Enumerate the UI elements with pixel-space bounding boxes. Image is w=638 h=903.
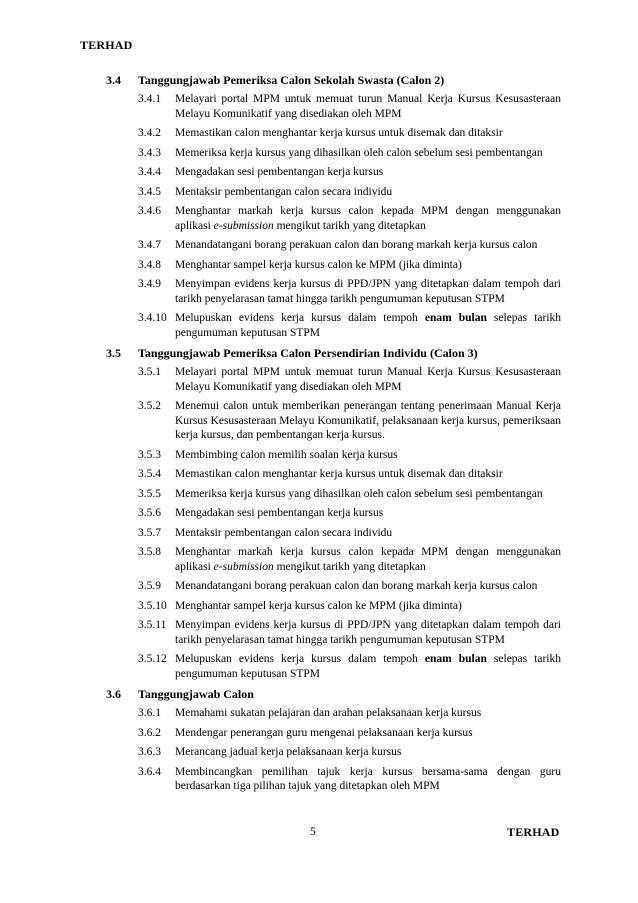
item-number: 3.4.1 [138,93,161,105]
page-number: 5 [310,826,316,838]
item-text: Merancang jadual kerja pelaksanaan kerja kursus [175,746,402,758]
item-text: Menghantar sampel kerja kursus calon ke MPM (jika diminta) [175,599,462,612]
item-number: 3.5.4 [138,468,161,480]
item-text: Menghantar sampel kerja kursus calon ke MPM (jika diminta) [175,258,462,271]
list-item [0,487,638,502]
list-item [0,92,638,121]
list-item [0,365,638,394]
item-text: Menemui calon untuk memberikan penerangan tentang penerimaan Manual Kerja Kursus Kesusasteraan Melayu Komunikatif, pelaksanaan kerja kursus, pemeriksaan kerja kursus, dan pembentangan kerja kursus. [175,400,561,441]
item-number: 3.4.6 [138,205,161,217]
section-heading [0,686,638,702]
item-text-part: selepas tarikh pengumuman keputusan STPM [175,653,561,680]
item-text: Memeriksa kerja kursus yang dihasilkan oleh calon sebelum sesi pembentangan [175,487,543,500]
list-item [0,185,638,200]
list-item [0,126,638,141]
list-item [0,204,638,233]
item-text [175,545,561,574]
section-title: Tanggungjawab Pemeriksa Calon Sekolah Swasta (Calon 2) [138,73,445,87]
section-3-6 [0,686,638,794]
item-text: Memeriksa kerja kursus yang dihasilkan oleh calon sebelum sesi pembentangan [175,146,543,159]
item-text-part: Menghantar markah kerja kursus calon kepada MPM dengan menggunakan aplikasi [175,546,561,573]
item-text: Menyimpan evidens kerja kursus di PPD/JPN yang ditetapkan dalam tempoh dari tarikh penyelarasan tamat hingga tarikh pengumuman keputusan STPM [175,619,561,646]
list-item [0,146,638,161]
item-number: 3.5.3 [138,448,161,461]
section-3-4 [0,72,638,340]
item-text-part: Melupuskan evidens kerja kursus dalam tempoh [175,653,425,665]
list-item [0,765,638,794]
item-number: 3.5.12 [138,653,167,665]
list-item [0,399,638,443]
item-text [175,311,561,340]
item-text: Melayari portal MPM untuk memuat turun Manual Kerja Kursus Kesusasteraan Melayu Komunikatif yang disediakan oleh MPM [175,366,561,393]
item-text-part: mengikut tarikh yang ditetapkan [273,560,426,573]
section-3-5 [0,345,638,681]
item-text-bold: enam bulan [424,653,487,665]
item-number: 3.5.10 [138,599,167,612]
item-text-italic: e-submission [213,219,274,232]
item-number: 3.4.10 [138,312,167,324]
item-text: Mengadakan sesi pembentangan kerja kursus [175,166,384,178]
list-item [0,618,638,647]
list-item [0,599,638,614]
header-classification-label: TERHAD [80,38,133,52]
item-text: Membincangkan pemilihan tajuk kerja kursus bersama-sama dengan guru berdasarkan tiga pilihan tajuk yang ditetapkan oleh MPM [175,765,561,792]
item-number: 3.5.5 [138,487,161,500]
item-text-part: selepas tarikh pengumuman keputusan STPM [175,312,561,339]
section-title: Tanggungjawab Pemeriksa Calon Persendirian Individu (Calon 3) [138,346,478,360]
list-item [0,238,638,253]
item-text: Menandatangani borang perakuan calon dan borang markah kerja kursus calon [175,580,538,592]
item-text-part: Menghantar markah kerja kursus calon kepada MPM dengan menggunakan aplikasi [175,205,561,232]
item-number: 3.4.3 [138,146,161,159]
list-item [0,706,638,721]
item-text: Mengadakan sesi pembentangan kerja kursus [175,507,384,519]
item-number: 3.6.2 [138,726,161,739]
item-text: Mendengar penerangan guru mengenai pelaksanaan kerja kursus [175,726,473,739]
list-item [0,448,638,463]
list-item [0,726,638,741]
section-number: 3.4 [106,73,121,87]
list-item [0,165,638,180]
list-item [0,277,638,306]
item-number: 3.5.11 [138,619,167,631]
item-number: 3.5.6 [138,507,161,519]
item-number: 3.5.7 [138,526,161,539]
footer-classification-label: TERHAD [507,825,560,839]
item-text: Memastikan calon menghantar kerja kursus untuk disemak dan ditaksir [175,127,503,139]
item-text-part: Melupuskan evidens kerja kursus dalam tempoh [175,312,425,324]
list-item [0,526,638,541]
item-number: 3.4.8 [138,258,161,271]
list-item [0,258,638,273]
item-number: 3.6.4 [138,765,161,778]
section-heading [0,72,638,88]
item-text: Menyimpan evidens kerja kursus di PPD/JPN yang ditetapkan dalam tempoh dari tarikh penyelarasan tamat hingga tarikh pengumuman keputusan STPM [175,278,561,305]
item-number: 3.4.4 [138,166,161,178]
item-number: 3.4.2 [138,127,161,139]
item-text: Menandatangani borang perakuan calon dan borang markah kerja kursus calon [175,239,538,251]
section-title: Tanggungjawab Calon [138,687,254,701]
item-text-bold: enam bulan [424,312,487,324]
list-item [0,311,638,340]
item-text [175,204,561,233]
list-item [0,506,638,521]
item-text: Membimbing calon memilih soalan kerja kursus [175,448,398,461]
document-body [0,72,638,799]
item-number: 3.4.7 [138,239,161,251]
list-item [0,652,638,681]
list-item [0,745,638,760]
item-text: Mentaksir pembentangan calon secara individu [175,185,393,198]
list-item [0,545,638,574]
item-text: Memahami sukatan pelajaran dan arahan pelaksanaan kerja kursus [175,707,482,719]
item-number: 3.5.1 [138,366,161,378]
item-text: Mentaksir pembentangan calon secara individu [175,526,393,539]
item-number: 3.5.9 [138,580,161,592]
item-number: 3.4.9 [138,278,161,290]
item-text-italic: e-submission [213,560,274,573]
item-number: 3.6.1 [138,707,161,719]
item-number: 3.5.2 [138,400,161,412]
section-heading [0,345,638,361]
section-number: 3.5 [106,346,121,360]
list-item [0,579,638,594]
item-number: 3.5.8 [138,546,161,558]
section-number: 3.6 [106,687,121,701]
list-item [0,467,638,482]
item-text-part: mengikut tarikh yang ditetapkan [273,219,426,232]
item-number: 3.6.3 [138,746,161,758]
item-text: Memastikan calon menghantar kerja kursus untuk disemak dan ditaksir [175,468,503,480]
item-text: Melayari portal MPM untuk memuat turun Manual Kerja Kursus Kesusasteraan Melayu Komunikatif yang disediakan oleh MPM [175,93,561,120]
item-number: 3.4.5 [138,185,161,198]
item-text [175,652,561,681]
